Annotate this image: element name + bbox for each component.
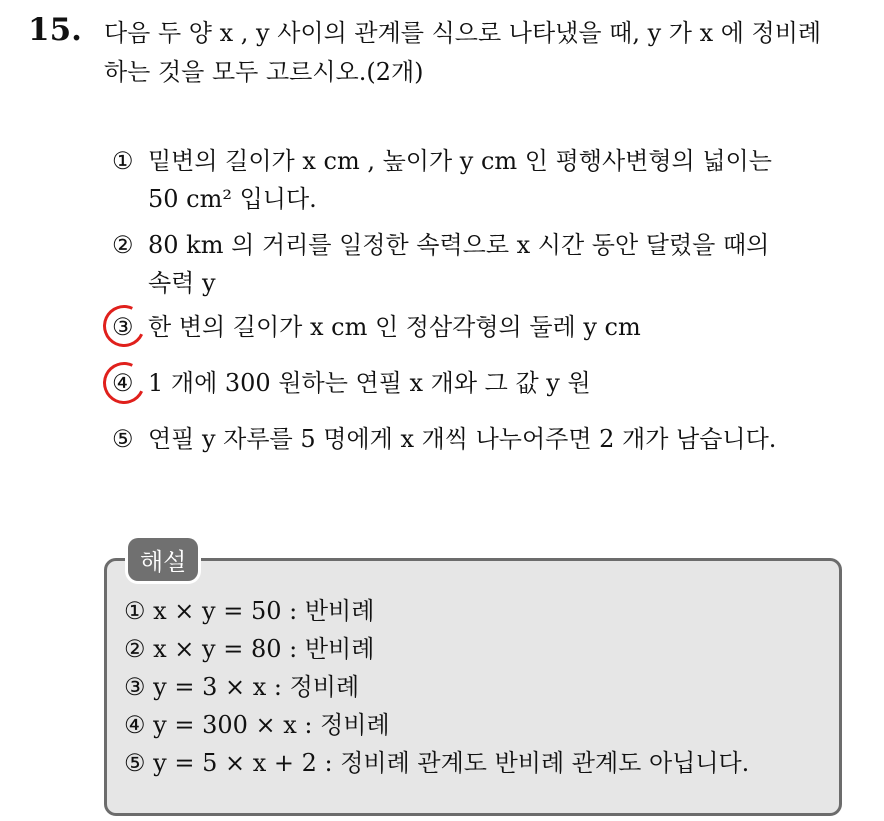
- option-text: 한 변의 길이가 x cm 인 정삼각형의 둘레 y cm: [148, 313, 641, 341]
- option-3: [112, 308, 852, 346]
- question-text: [104, 14, 874, 92]
- option-mark: ①: [112, 147, 134, 175]
- question-line-1: 다음 두 양 x , y 사이의 관계를 식으로 나타냈을 때, y 가 x 에 정비례: [104, 19, 822, 47]
- solution-line-1: ① x × y = 50 : 반비례: [124, 597, 375, 625]
- option-mark: ②: [112, 231, 134, 259]
- option-text: 밑변의 길이가 x cm , 높이가 y cm 인 평행사변형의 넓이는: [148, 147, 772, 175]
- question-line-2: 하는 것을 모두 고르시오.(2개): [104, 58, 424, 86]
- question-number: 15.: [28, 12, 82, 48]
- option-text: 80 km 의 거리를 일정한 속력으로 x 시간 동안 달렸을 때의: [148, 231, 770, 259]
- solution-line-3: ③ y = 3 × x : 정비례: [124, 673, 360, 701]
- solution-label: 해설: [128, 538, 198, 581]
- solution-line-2: ② x × y = 80 : 반비례: [124, 635, 375, 663]
- option-mark: ③: [112, 313, 134, 341]
- option-text: 연필 y 자루를 5 명에게 x 개씩 나누어주면 2 개가 남습니다.: [148, 425, 777, 453]
- solution-line-4: ④ y = 300 × x : 정비례: [124, 711, 390, 739]
- solution-line-5: ⑤ y = 5 × x + 2 : 정비례 관계도 반비례 관계도 아닙니다.: [124, 749, 750, 777]
- option-5: [112, 420, 852, 458]
- option-mark: ⑤: [112, 425, 134, 453]
- option-text-continued: 50 cm² 입니다.: [148, 185, 317, 213]
- option-mark: ④: [112, 369, 134, 397]
- option-4: [112, 364, 852, 402]
- option-1: [112, 142, 852, 218]
- option-2: [112, 226, 852, 302]
- option-text-continued: 속력 y: [148, 269, 216, 297]
- option-text: 1 개에 300 원하는 연필 x 개와 그 값 y 원: [148, 369, 591, 397]
